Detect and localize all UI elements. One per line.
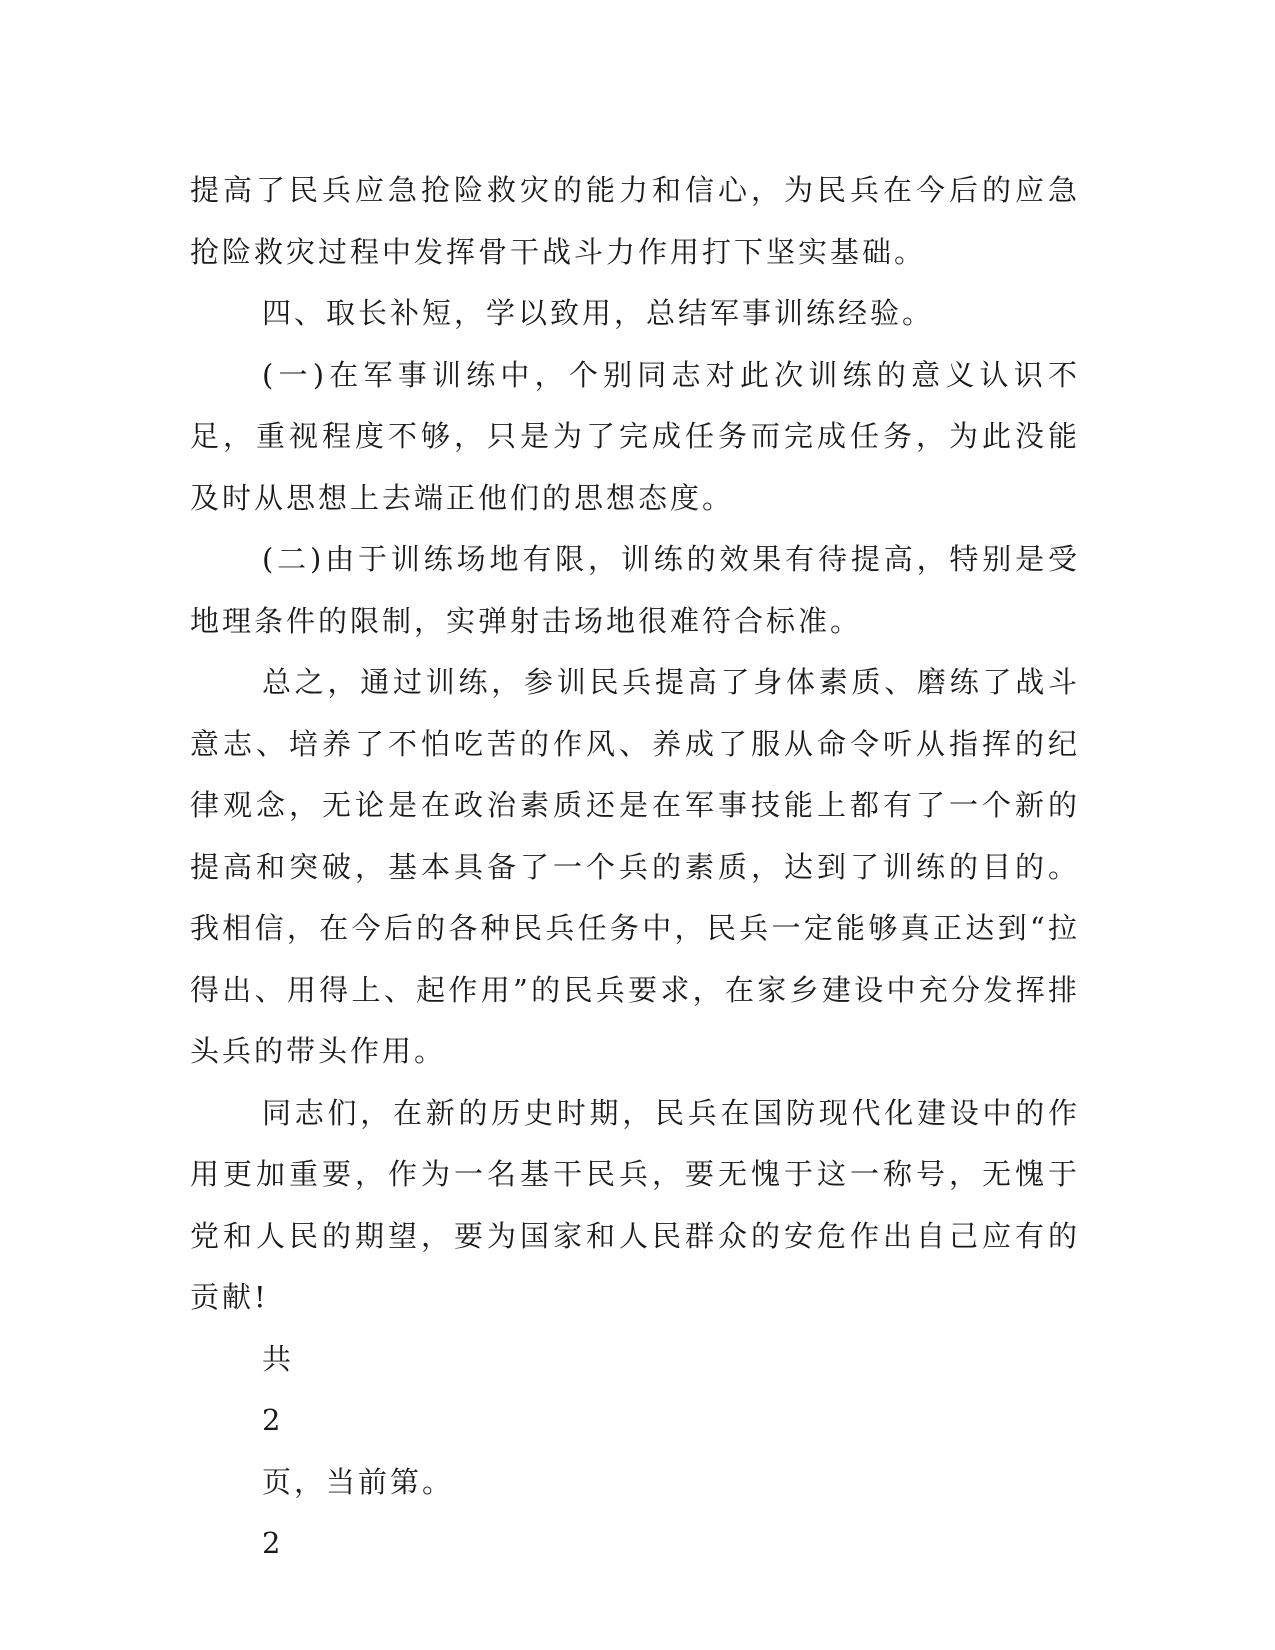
section-heading: 四、取长补短，学以致用，总结军事训练经验。 (262, 296, 935, 330)
paragraph-continuation: 提高了民兵应急抢险救灾的能力和信心，为民兵在今后的应急抢险救灾过程中发挥骨干战斗力作用打下坚实基础。 (190, 173, 1080, 269)
page-current-number: 2 (262, 1526, 284, 1560)
document-body (190, 160, 1080, 1575)
paragraph-item-2: (二)由于训练场地有限，训练的效果有待提高，特别是受地理条件的限制，实弹射击场地很难符合标准。 (190, 542, 1080, 638)
page-total-prefix: 共 (262, 1341, 295, 1376)
page-current-label: 页，当前第。 (262, 1464, 455, 1499)
paragraph-summary: 总之，通过训练，参训民兵提高了身体素质、磨练了战斗意志、培养了不怕吃苦的作风、养成了服从命令听从指挥的纪律观念，无论是在政治素质还是在军事技能上都有了一个新的提高和突破，基本具备了一个兵的素质，达到了训练的目的。我相信，在今后的各种民兵任务中，民兵一定能够真正达到“拉得出、用得上、起作用”的民兵要求，在家乡建设中充分发挥排头兵的带头作用。 (190, 665, 1080, 1068)
paragraph-closing: 同志们，在新的历史时期，民兵在国防现代化建设中的作用更加重要，作为一名基干民兵，要无愧于这一称号，无愧于党和人民的期望，要为国家和人民群众的安危作出自己应有的贡献! (190, 1095, 1080, 1314)
paragraph-item-1: (一)在军事训练中，个别同志对此次训练的意义认识不足，重视程度不够，只是为了完成任务而完成任务，为此没能及时从思想上去端正他们的思想态度。 (190, 357, 1080, 515)
page-total-count: 2 (262, 1403, 284, 1437)
